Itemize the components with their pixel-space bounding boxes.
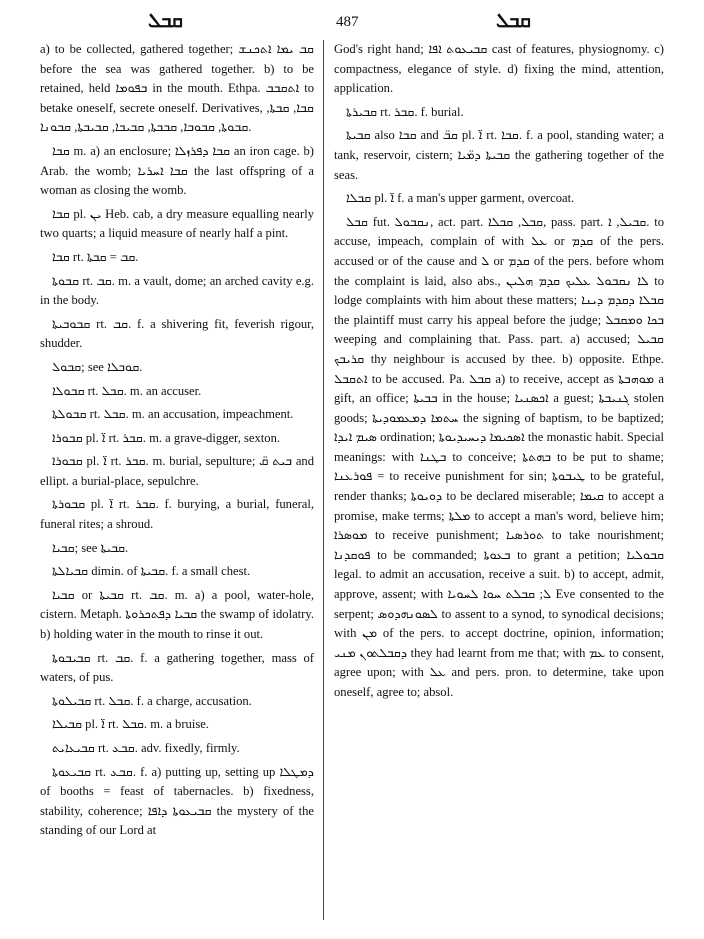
- dictionary-entry: ܩܒܘܪܐ pl. ܐ̈ rt. ܩܒܪ. m. a grave-digger, sexton.: [52, 430, 281, 445]
- dictionary-entry: ܩܒܘܪܐ pl. ܐ̈ rt. ܩܒܪ. m. burial, sepulture; ܒܝܬ ܩ̈ and ellipt. a burial-place, sepulchre.: [40, 454, 315, 488]
- dictionary-entry: ܩܒܠ fut. ܢܩܒܘܠ, act. part. ܩܒܠ, ܩܒܠܐ, pass. part. ܩܒܝܠ, ܐ. to accuse, impeach, complain of with ܥܠ or ܩܕܡ of the pers. accused or of the cause and ܠ or ܩܕܡ of the pers. before whom the complaint is laid, also abs., ܠܐ ܢܩܒܘܠ ܥܠܝܟ ܩܕܡ ܗܠܝܢ to lodge complaints with him about these matters; ܩܒܠܐ ܕܩܕܡ ܕܝܢܐ the plaintiff must carry his appeal before the judge; ܒܟܐ ܘܡܩܒܠ weeping and complaining that. Pass. part. a) accused; ܩܒܝܠ ܩܪܝܒܟ thy neighbour is accused by thee. b) opposite. Ethpe. ܐܬܩܒܠ to be accused. Pa. ܩܒܠ a) to receive, accept as ܡܘܗܒܬܐ a gift, an office; ܒܒܝܬܐ in the house; ܐܟܣܢܝܐ a guest; ܓܢܝܒܬܐ stolen goods; ܚܬܡܐ ܕܡܥܡܘܕܝܬܐ the signing of baptism, to be baptized; ܣܝܡ ܐܝܕܐ ordination; ܐܣܟܝܡܐ ܕܝܚܝܕܝܘܬܐ the monastic habit. Special meanings: with ܒܛܢܐ to conceive; ܒܗܬܬܐ to be put to shame; ܦܘܪܥܢܐ = to receive punishment for sin; ܛܝܒܘܬܐ to be grateful, render thanks; ܕܘܝܘܬܐ to be declared miserable; ܩܝܡܐ to accept a promise, make terms; ܡܠܬܐ to accept a man's word, believe him; ܡܘܣܪܐ to receive punishment; ܬܘܪܣܝܐ to take nourishment; ܦܘܩܕܢܐ to be commanded; ܒܥܘܬܐ to grant a petition; ܩܒܘܠܝܐ legal. to admit an accusation, receive a suit. b) to accept, admit, approve, assent; with ܠ; ܩܒܠܬ ܚܘܐ ܠܚܘܝܐ Eve consented to the serpent; ܠܣܘܢܗܕܘܣ to assent to a synod, to synodical decisions; with ܡܢ of the pers. to accept doctrine, opinion, information; ܕܩܒܠܬܘܢ ܡܢܝ they had learnt from me that; with ܥܡ to consent, agree upon; with ܥܠ and pers. pron. to determine, take upon oneself, agree to; absol.: [334, 214, 665, 699]
- dictionary-entry: ܩܒܝܠܐ pl. ܐ̈ rt. ܩܒܠ. m. a bruise.: [52, 717, 209, 732]
- dictionary-entry: a) to be collected, gathered together; ܩܒ ܝܡܐ ܐܬܟܢܫ before the sea was gathered together. b) to be retained, held ܒܦܘܡܐ in the mouth. Ethpa. ܐܬܩܒܒ to betake oneself, secrete oneself. Derivatives, ܩܒܐ, ܩܒܬܐ, ܩܒܘܬܐ, ܩܒܘܒܐ, ܩܒܒܬܐ, ܩܒܝܒܐ, ܩܒܝܒܬܐ, ܩܒܘܢܐ.: [40, 42, 314, 135]
- dictionary-entry: ܩܒܐ rt. ܩܒ = ܩܒܬܐ.: [52, 249, 139, 264]
- dictionary-entry: ܩܒܐ pl. ܝܢ Heb. cab, a dry measure equalling nearly two quarts; a liquid measure of nearly half a pint.: [40, 206, 314, 241]
- dictionary-entry: ܩܒܝܥܘܬܐ rt. ܩܒܥ. f. a) putting up, setting up ܕܡܛܠܐ of booths = feast of tabernacles. b) fixedness, stability, coherence; ܩܒܝܥܘܬܐ ܕܐܦܐ the mystery of the standing of our Lord at: [40, 764, 314, 838]
- running-head-right-word: ܩܒܠ: [496, 10, 531, 32]
- dictionary-entry: ܩܒܐ m. a) an enclosure; ܩܒܐ ܕܦܪܙܠܐ an iron cage. b) Arab. the womb; ܩܒܐ ܐܚܪܝܐ the last offspring of a woman as closing the womb.: [40, 143, 315, 198]
- running-head-left-word: ܩܒܠ: [148, 10, 183, 32]
- column-divider: [323, 40, 324, 920]
- dictionary-entry: ܩܒܝܒܘܬܐ rt. ܩܒ. f. a gathering together, mass of waters, of pus.: [40, 650, 315, 685]
- dictionary-entry: ܩܒܝܪܬܐ rt. ܩܒܪ. f. burial.: [346, 104, 464, 119]
- running-head: [0, 8, 704, 38]
- dictionary-entry: ܩܒܘܪܬܐ pl. ܐ̈ rt. ܩܒܪ. f. burying, a burial, funeral, funeral rites; a shroud.: [40, 497, 314, 532]
- dictionary-entry: God's right hand; ܩܒܝܥܘܬ ܐܦܐ cast of features, physiognomy. c) compactness, elegance of style. d) fixing the mind, attention, application.: [334, 42, 664, 96]
- dictionary-entry: ܩܒܘܠܐ rt. ܩܒܠ. m. an accuser.: [52, 383, 202, 398]
- left-column: [40, 40, 314, 845]
- dictionary-entry: ܩܒܘܒܝܬܐ rt. ܩܒ. f. a shivering fit, feverish rigour, shudder.: [40, 316, 314, 351]
- dictionary-entry: ܩܒܝܥܐܝܬ rt. ܩܒܥ. adv. fixedly, firmly.: [52, 741, 240, 755]
- right-column: [334, 40, 664, 707]
- dictionary-entry: ܩܒܘܬܐ rt. ܩܒ. m. a vault, dome; an arched cavity e.g. in the body.: [40, 273, 314, 308]
- dictionary-entry: ܩܒܘܠܬܐ rt. ܩܒܠ. m. an accusation, impeachment.: [52, 407, 294, 422]
- dictionary-entry: ܩܒܘܠ; see ܩܘܒܠܐ.: [52, 359, 143, 374]
- dictionary-entry: ܩܒܠܐ pl. ܐ̈ f. a man's upper garment, overcoat.: [346, 191, 575, 206]
- dictionary-entry: ܩܒܝܬܐ also ܩܒܐ and ܩܒ̈ pl. ܐ̈ rt. ܩܒܐ. f. a pool, standing water; a tank, reservoir, cistern; ܩܒܝܬܐ ܕܡ̈ܝܐ the gathering together of the seas.: [334, 128, 664, 182]
- dictionary-entry: ܩܒܝܐ; see ܩܒܝܬܐ.: [52, 540, 129, 555]
- page-number: 487: [336, 14, 359, 30]
- dictionary-entry: ܩܒܝܠܘܬܐ rt. ܩܒܠ. f. a charge, accusation.: [52, 693, 252, 708]
- dictionary-entry: ܩܒܝܐ or ܩܒܝܬܐ rt. ܩܒ. m. a) a pool, water-hole, cistern. Metaph. ܩܒܝܐ ܕܦܬܟܪܘܬܐ the swamp of idolatry. b) holding water in the mouth to rinse it out.: [40, 587, 314, 642]
- dictionary-entry: ܩܒܝܐܠܬܐ dimin. of ܩܒܝܬܐ. f. a small chest.: [52, 564, 251, 579]
